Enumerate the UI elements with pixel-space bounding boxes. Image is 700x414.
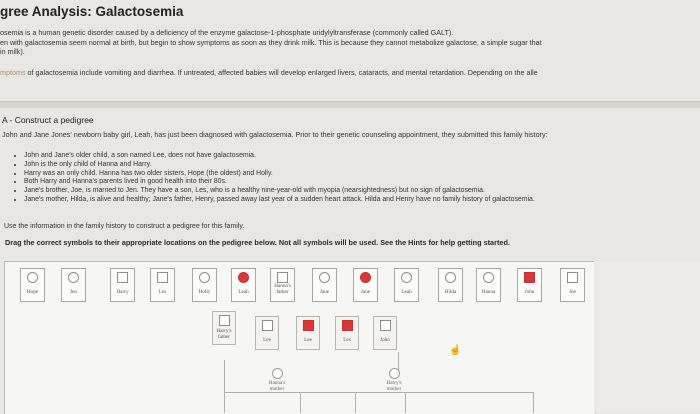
symbol-tile-hope[interactable] [20,268,45,302]
symptoms-text [0,68,538,77]
circle-icon [389,368,400,379]
square-icon [262,320,273,331]
symbol-tile-jane-affected[interactable] [353,268,378,302]
use-info-text: Use the information in the family history to construct a pedigree for this family. [4,223,245,230]
symbol-tile-holly[interactable] [192,268,217,302]
family-history-list [14,152,700,205]
symbol-label: Holly [198,289,211,295]
symbol-label: Jane [360,289,371,295]
drag-instructions: Drag the correct symbols to their appropriate locations on the pedigree below. Not all symbols will be used. See the Hints for help getting started. [5,238,510,247]
symbol-tile-jen[interactable] [61,268,86,302]
section-divider [0,101,700,108]
section-title: A - Construct a pedigree [2,115,94,125]
list-item: • Harry was an only child. Hanna has two older sisters, Hope (the oldest) and Holly. [24,170,700,179]
pedigree-slot-harrys-father[interactable] [212,311,236,345]
pedigree-line [355,392,356,413]
list-item: • John is the only child of Hanna and Harry. [24,161,700,170]
circle-icon [401,272,412,283]
intro-line: en with galactosemia seem normal at birth, but begin to show symptoms as soon as they drink milk. This is because they cannot metabolize galactose, a simple sugar that [0,37,542,47]
symbol-label: Jen [70,289,77,295]
square-icon [380,320,391,331]
circle-icon [483,272,494,283]
symbol-label: Leah [401,289,412,295]
symbol-label: Hope [26,289,39,295]
scenario-text: John and Jane Jones' newborn baby girl, Leah, has just been diagnosed with galactosemia. Prior to their genetic counseling appointment, they submitted this family history: [2,130,548,139]
symbol-tile-hannas-father[interactable] [270,268,295,302]
pedigree-slot-les-affected[interactable] [335,316,359,350]
symbol-label: Hilda [444,289,457,295]
pedigree-slot-lee[interactable] [255,316,279,350]
slot-label: Harry's mother [386,380,402,392]
pedigree-line [224,360,225,413]
slot-label: Les [343,337,351,343]
intro-text [0,28,700,57]
intro-line: osemia is a human genetic disorder caused by a deficiency of the enzyme galactose-1-phosphate uridylyltransferase (commonly called GALT). [0,28,454,37]
slot-label: Lee [263,337,271,343]
symptoms-body: of galactosemia include vomiting and diarrhea. If untreated, affected babies will develop enlarged livers, cataracts, and mental retardation. Depending on the alle [25,68,538,77]
square-icon [219,315,230,326]
symbol-tile-hanna[interactable] [476,268,501,302]
symbol-tile-joe[interactable] [560,268,585,302]
slot-label: Lee [304,337,312,343]
page-title: gree Analysis: Galactosemia [0,4,184,19]
list-item: • Both Harry and Hanna's parents lived in good health into their 80s. [24,178,700,187]
symbol-label: Harry [116,289,129,295]
slot-label: John [380,337,390,343]
circle-icon [199,272,210,283]
pedigree-line [533,392,534,413]
filled-circle-icon [238,272,249,283]
symbol-tile-harry[interactable] [110,268,135,302]
circle-icon [68,272,79,283]
symbol-label: John [524,289,535,295]
filled-square-icon [524,272,535,283]
pedigree-line [300,392,301,413]
symbol-label: Joe [569,289,576,295]
square-icon [567,272,578,283]
circle-icon [319,272,330,283]
circle-icon [272,368,283,379]
intro-line: in milk). [0,47,25,57]
symbol-label: Hanna's father [274,283,291,295]
symbol-label: Jane [319,289,330,295]
square-icon [277,272,288,283]
slot-label: Harry's father [216,328,232,340]
symbol-tile-jane[interactable] [312,268,337,302]
circle-icon [27,272,38,283]
square-icon [157,272,168,283]
list-item: • Jane's brother, Joe, is married to Jen. They have a son, Les, who is a healthy nine-year-old with myopia (nearsightedness) but no sign of galactosemia. [24,187,700,196]
symbol-tile-leah-affected[interactable] [231,268,256,302]
pedigree-slot-hannas-mother[interactable] [263,368,291,402]
symbol-label: Leah [238,289,249,295]
canvas-margin [594,261,700,413]
filled-circle-icon [360,272,371,283]
filled-square-icon [342,320,353,331]
symbol-label: Les [158,289,167,295]
filled-square-icon [303,320,314,331]
symbol-tile-john-affected[interactable] [517,268,542,302]
list-item: • John and Jane's older child, a son named Lee, does not have galactosemia. [24,152,700,161]
pedigree-slot-lee-affected[interactable] [296,316,320,350]
symptoms-link[interactable]: mptoms [0,68,26,77]
symbol-label: Hanna [481,289,496,295]
circle-icon [445,272,456,283]
symbol-palette [20,268,600,304]
symbol-tile-hilda[interactable] [438,268,463,302]
square-icon [117,272,128,283]
symbol-tile-leah[interactable] [394,268,419,302]
symbol-tile-les[interactable] [150,268,175,302]
list-item: • Jane's mother, Hilda, is alive and healthy; Jane's father, Henry, passed away last year of a sudden heart attack. Hilda and Henry have no family history of galactosemia. [24,196,700,205]
slot-label: Hanna's mother [268,380,286,392]
hand-cursor-icon: ☝ [449,345,462,356]
pedigree-slot-harrys-mother[interactable] [380,368,408,402]
pedigree-slot-john[interactable] [373,316,397,350]
